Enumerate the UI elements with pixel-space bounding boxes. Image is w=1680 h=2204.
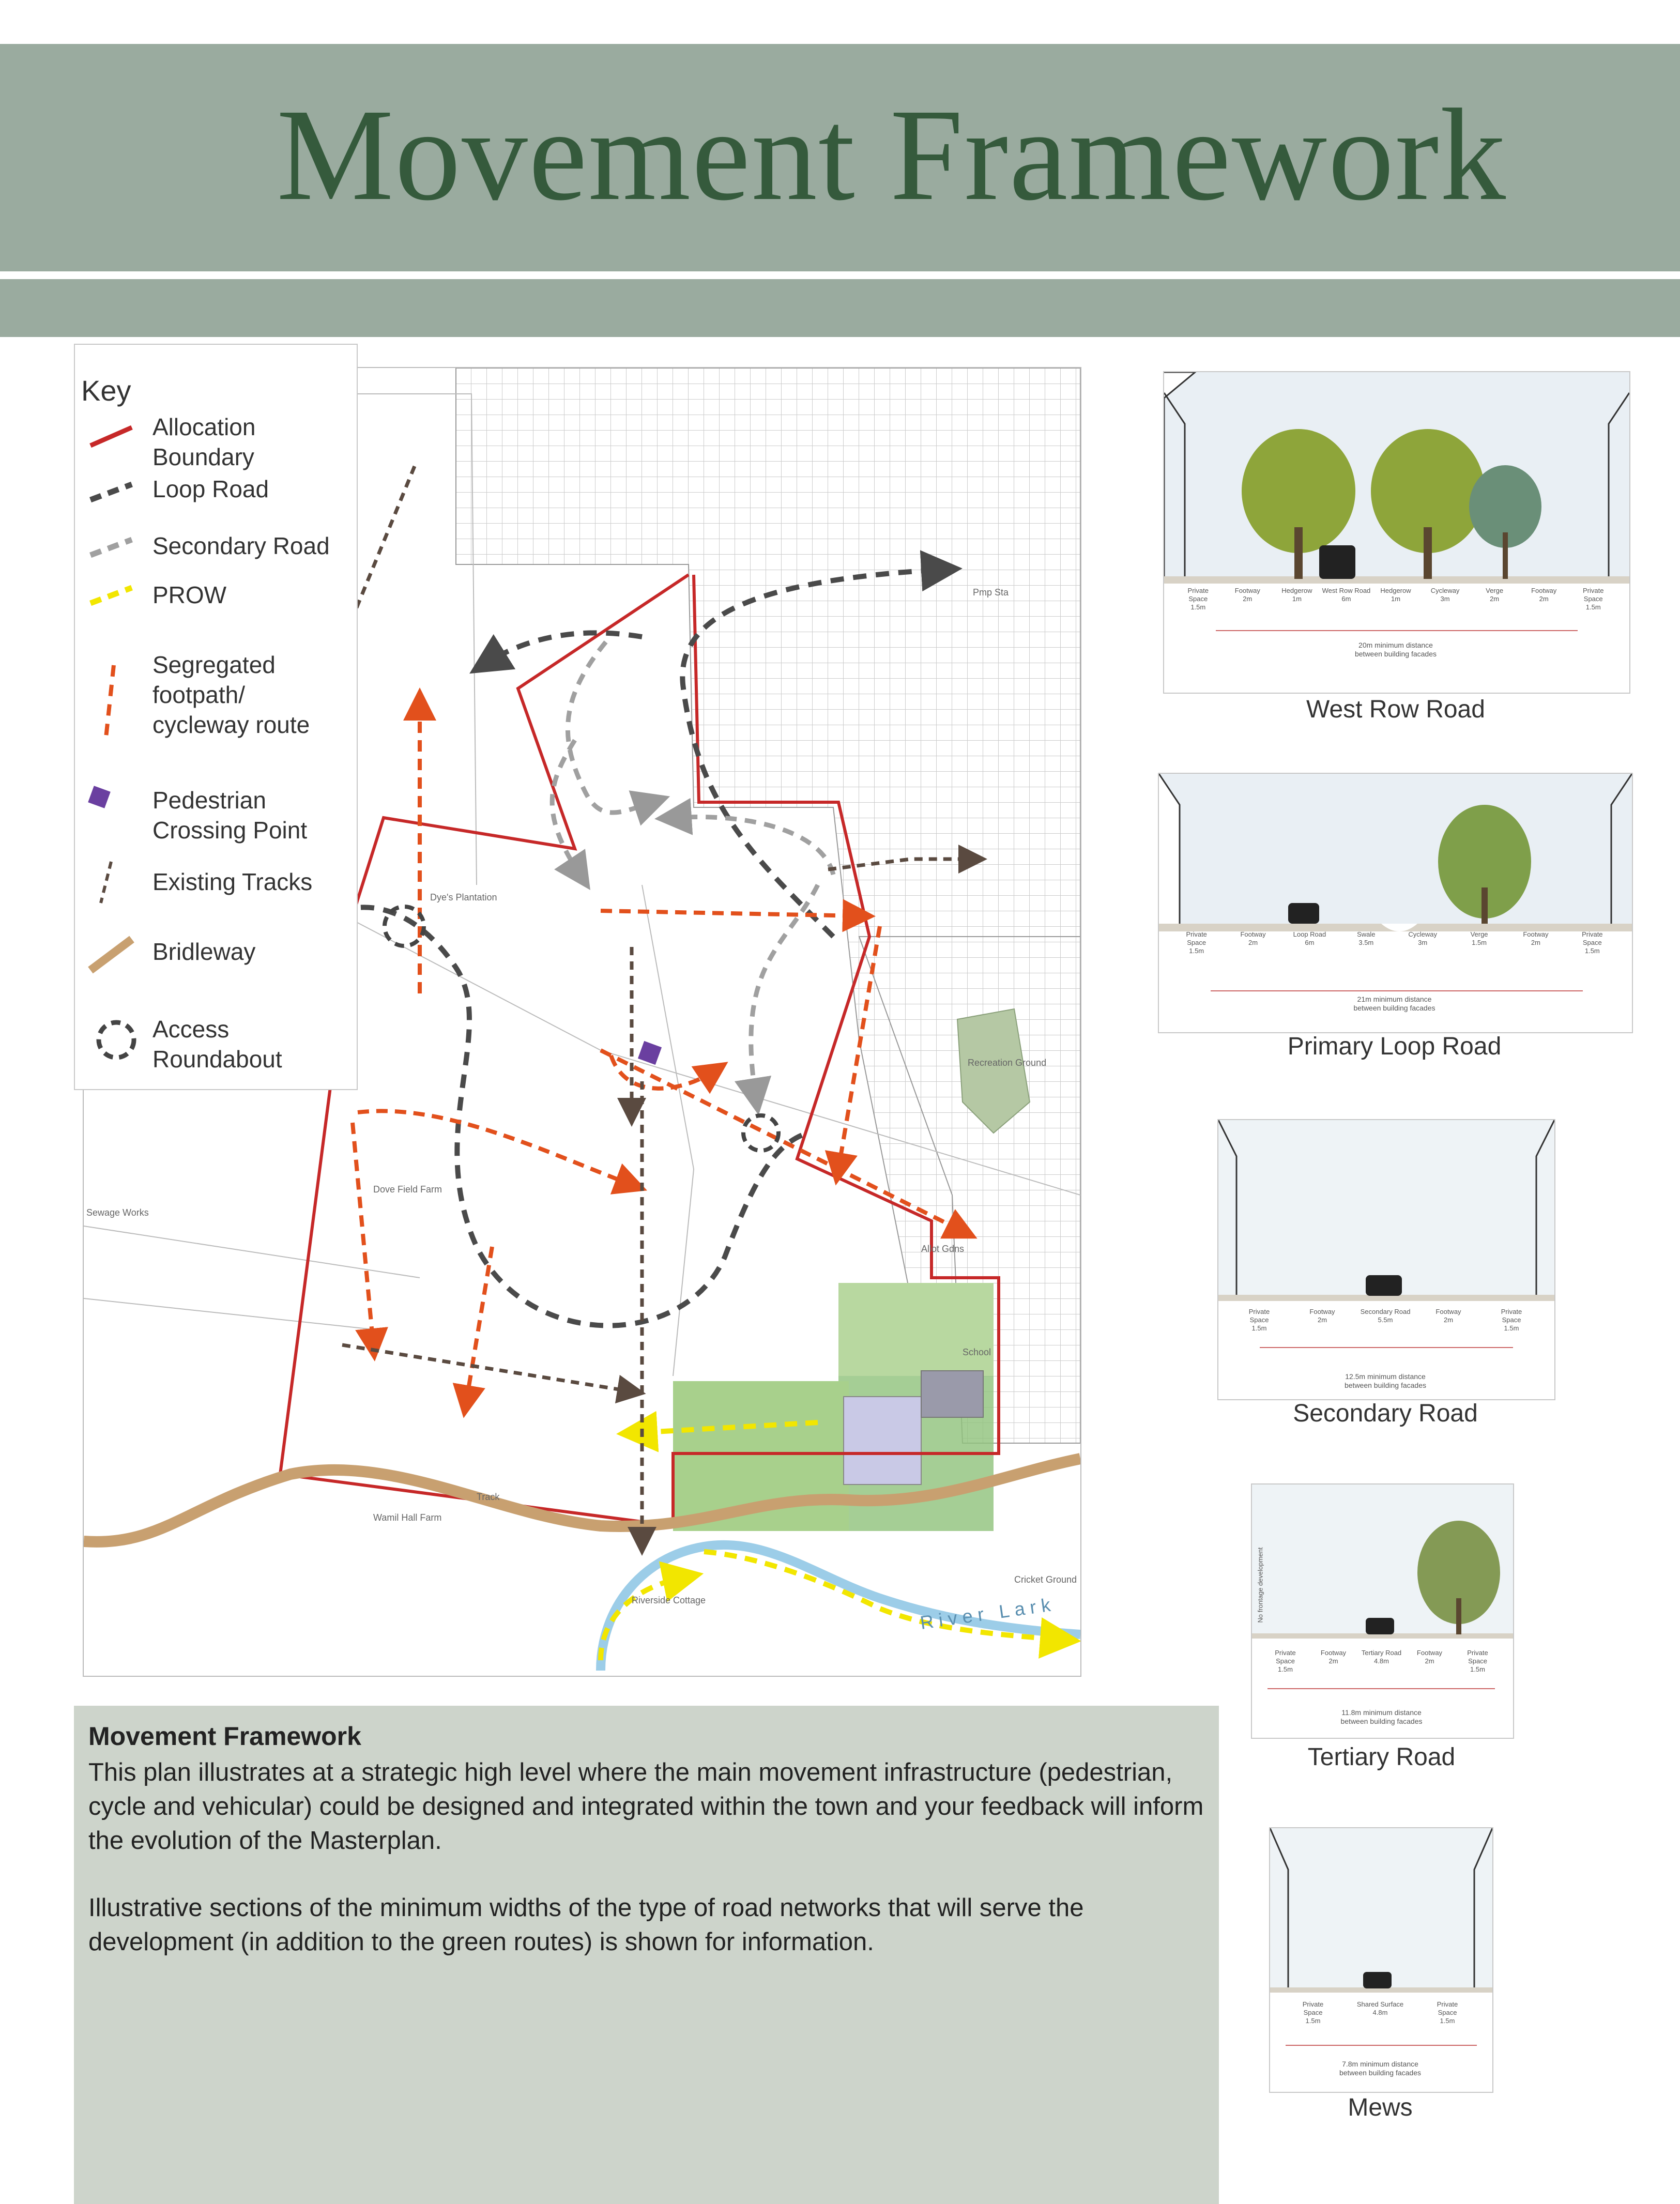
- section-dimension-label: [1308, 1649, 1360, 1665]
- label-cricket-ground: Cricket Ground: [1014, 1574, 1077, 1585]
- section-dimension-text: Private: [1187, 587, 1209, 594]
- section-dimension-label: [1340, 930, 1392, 947]
- tertiary-side-note: No frontage development: [1256, 1547, 1264, 1623]
- section-dimension-text: Footway: [1309, 1308, 1335, 1315]
- section-distance-text: between building facades: [1344, 1381, 1426, 1389]
- section-distance-note: [1158, 995, 1631, 1013]
- section-dimension-text: Private: [1467, 1649, 1488, 1657]
- label-wamil-hall-farm: Wamil Hall Farm: [373, 1512, 442, 1523]
- section-dimension-label: [1370, 587, 1422, 603]
- section-dimension-text: Space: [1276, 1657, 1295, 1665]
- section-dimension-text: 1.5m: [1190, 603, 1206, 611]
- section-tertiary-road: [1251, 1483, 1514, 1739]
- section-primary-loop-road: [1158, 773, 1633, 1033]
- section-dimension-text: 2m: [1531, 939, 1540, 946]
- section-distance-note: [1217, 1372, 1553, 1390]
- caption-tertiary-road: Tertiary Road: [1307, 1743, 1456, 1771]
- section-dimension-text: 1.5m: [1504, 1324, 1519, 1332]
- section-dimension-label: [1354, 2000, 1406, 2017]
- allocation-boundary-icon: [90, 427, 132, 446]
- section-dimension-text: Hedgerow: [1281, 587, 1312, 594]
- section-dimension-text: Space: [1438, 2009, 1457, 2016]
- label-pumping-station: Pmp Sta: [973, 587, 1009, 598]
- section-dimension-text: Private: [1186, 930, 1207, 938]
- section-mews-drawing: [1270, 1828, 1492, 2092]
- label-riverside-cottage: Riverside Cottage: [632, 1595, 706, 1605]
- label-school: School: [963, 1347, 991, 1357]
- section-dimension-text: Tertiary Road: [1361, 1649, 1402, 1657]
- section-dimension-text: Cycleway: [1408, 930, 1437, 938]
- section-dimension-text: 6m: [1341, 595, 1351, 603]
- section-dimension-text: Footway: [1240, 930, 1266, 938]
- section-dimension-label: [1469, 587, 1520, 603]
- existing-tracks-icon: [101, 862, 111, 903]
- section-dimension-text: Private: [1501, 1308, 1522, 1315]
- header-strip: [0, 279, 1680, 337]
- key-label-secondary-road: Secondary Road: [152, 532, 330, 559]
- key-label-pedestrian-crossing: Pedestrian Crossing Point: [152, 787, 308, 844]
- section-dimension-label: [1227, 930, 1279, 947]
- section-dimension-label: [1320, 587, 1372, 603]
- key-label-existing-tracks: Existing Tracks: [152, 868, 313, 895]
- section-dimension-text: 2m: [1243, 595, 1253, 603]
- section-primary-loop-road-drawing: [1159, 774, 1632, 1032]
- section-dimension-text: 2m: [1317, 1316, 1327, 1324]
- section-dimension-label: [1518, 587, 1570, 603]
- section-dimension-text: Space: [1582, 939, 1602, 946]
- section-dimension-text: 3m: [1418, 939, 1428, 946]
- label-dove-field-farm: Dove Field Farm: [373, 1184, 442, 1195]
- caption-secondary-road: Secondary Road: [1293, 1400, 1478, 1427]
- section-dimension-label: [1171, 930, 1223, 955]
- section-dimension-text: 1m: [1391, 595, 1401, 603]
- section-distance-text: 20m minimum distance: [1358, 641, 1433, 649]
- section-dimension-text: Private: [1275, 1649, 1296, 1657]
- section-dimension-text: Private: [1582, 587, 1604, 594]
- section-distance-text: 21m minimum distance: [1357, 995, 1432, 1003]
- label-recreation-ground: Recreation Ground: [968, 1058, 1047, 1068]
- section-dimension-text: Space: [1303, 2009, 1323, 2016]
- section-dimension-label: [1296, 1308, 1348, 1324]
- segregated-route-icon: [106, 665, 114, 738]
- section-mews: [1269, 1827, 1493, 2093]
- section-dimension-label: [1566, 930, 1618, 955]
- section-dimension-text: Footway: [1234, 587, 1260, 594]
- section-dimension-text: 3.5m: [1358, 939, 1374, 946]
- section-dimension-text: 1.5m: [1585, 603, 1601, 611]
- section-distance-text: 7.8m minimum distance: [1342, 2060, 1418, 2068]
- section-dimension-text: 2m: [1490, 595, 1500, 603]
- access-roundabout-icon: [99, 1022, 134, 1058]
- section-dimension-label: [1287, 2000, 1339, 2025]
- section-distance-text: between building facades: [1339, 2069, 1421, 2077]
- key-label-allocation-boundary: Allocation Boundary: [152, 414, 256, 470]
- secondary-road-icon: [90, 540, 132, 555]
- section-dimension-text: 6m: [1305, 939, 1315, 946]
- section-dimension-text: 1.5m: [1470, 1665, 1485, 1673]
- section-dimension-text: 2m: [1425, 1657, 1434, 1665]
- section-dimension-text: Hedgerow: [1380, 587, 1411, 594]
- description-heading: Movement Framework: [88, 1722, 361, 1751]
- description-panel: [74, 1706, 1219, 2204]
- prow-icon: [90, 588, 132, 603]
- label-track: Track: [477, 1492, 500, 1502]
- section-dimension-label: [1260, 1649, 1311, 1674]
- section-dimension-text: Private: [1582, 930, 1603, 938]
- label-river-lark: River Lark: [919, 1593, 1057, 1633]
- page-title: Movement Framework: [276, 82, 1507, 228]
- caption-primary-loop-road: Primary Loop Road: [1287, 1033, 1502, 1060]
- section-dimension-text: Space: [1583, 595, 1603, 603]
- section-dimension-label: [1454, 930, 1505, 947]
- section-distance-text: 11.8m minimum distance: [1341, 1708, 1422, 1717]
- section-secondary-road-drawing: [1218, 1120, 1554, 1399]
- section-dimension-label: [1404, 1649, 1456, 1665]
- section-dimension-label: [1360, 1308, 1411, 1324]
- section-dimension-text: 2m: [1539, 595, 1549, 603]
- section-dimension-text: Secondary Road: [1360, 1308, 1411, 1315]
- section-dimension-text: 2m: [1328, 1657, 1338, 1665]
- section-dimension-text: Private: [1248, 1308, 1270, 1315]
- section-dimension-text: 2m: [1443, 1316, 1454, 1324]
- section-distance-text: between building facades: [1353, 1004, 1435, 1012]
- section-dimension-text: Cycleway: [1430, 587, 1460, 594]
- map-key: [74, 344, 358, 1090]
- pedestrian-crossing-point: [638, 1041, 662, 1065]
- loop-road-icon: [90, 484, 132, 500]
- section-dimension-text: Space: [1249, 1316, 1269, 1324]
- loop-road-line: [301, 907, 807, 1325]
- section-dimension-text: 1.5m: [1472, 939, 1487, 946]
- key-heading: Key: [81, 374, 131, 407]
- section-dimension-text: 2m: [1248, 939, 1258, 946]
- section-dimension-label: [1284, 930, 1335, 947]
- description-paragraph-2: Illustrative sections of the minimum widths of the type of road networks that will serve the development (in addition to the green routes) is shown for information.: [88, 1894, 1084, 1956]
- label-allot-gdns: Allot Gdns: [921, 1244, 965, 1254]
- section-dimension-text: Shared Surface: [1356, 2000, 1404, 2008]
- section-dimension-label: [1419, 587, 1471, 603]
- section-dimension-label: [1452, 1649, 1504, 1674]
- section-dimension-text: 1m: [1292, 595, 1302, 603]
- section-dimension-label: [1567, 587, 1619, 611]
- section-dimension-label: [1510, 930, 1562, 947]
- section-dimension-text: Verge: [1486, 587, 1504, 594]
- section-dimension-text: 1.5m: [1305, 2017, 1321, 2025]
- caption-west-row-road: West Row Road: [1306, 696, 1485, 723]
- section-dimension-text: Space: [1187, 939, 1206, 946]
- section-distance-note: [1269, 2060, 1491, 2077]
- town-buildings: [456, 368, 1080, 1443]
- section-distance-text: 12.5m minimum distance: [1345, 1372, 1426, 1381]
- key-label-segregated: Segregated footpath/ cycleway route: [152, 651, 310, 738]
- section-dimension-label: [1271, 587, 1323, 603]
- section-dimension-text: 4.8m: [1374, 1657, 1389, 1665]
- section-dimension-label: [1423, 1308, 1474, 1324]
- caption-mews: Mews: [1348, 2094, 1413, 2121]
- section-dimension-text: Space: [1188, 595, 1208, 603]
- section-secondary-road: [1217, 1119, 1555, 1400]
- section-dimension-text: Footway: [1320, 1649, 1347, 1657]
- description-paragraph-1: This plan illustrates at a strategic high level where the main movement infrastructure (pedestrian, cycle and vehicular) could be designed and integrated within the town and your feedback will inform the evolution of the Masterplan.: [88, 1758, 1204, 1855]
- section-dimension-text: Space: [1468, 1657, 1487, 1665]
- key-label-loop-road: Loop Road: [152, 476, 269, 502]
- section-dimension-text: 1.5m: [1251, 1324, 1267, 1332]
- section-tertiary-road-drawing: [1252, 1484, 1513, 1738]
- section-distance-note: [1251, 1708, 1512, 1726]
- section-dimension-text: Loop Road: [1293, 930, 1326, 938]
- section-distance-text: between building facades: [1354, 650, 1437, 658]
- section-dimension-text: 1.5m: [1278, 1665, 1293, 1673]
- section-dimension-text: Footway: [1523, 930, 1549, 938]
- pedestrian-crossing-icon: [88, 786, 111, 808]
- section-dimension-label: [1221, 587, 1273, 603]
- section-dimension-text: Private: [1302, 2000, 1324, 2008]
- section-dimension-label: [1172, 587, 1224, 611]
- section-dimension-text: Verge: [1470, 930, 1488, 938]
- section-dimension-text: West Row Road: [1322, 587, 1371, 594]
- key-label-prow: PROW: [152, 581, 227, 608]
- section-dimension-text: Footway: [1531, 587, 1557, 594]
- section-dimension-text: Private: [1437, 2000, 1458, 2008]
- label-sewage-works: Sewage Works: [86, 1207, 149, 1218]
- section-dimension-text: Space: [1502, 1316, 1521, 1324]
- section-dimension-label: [1233, 1308, 1285, 1333]
- label-dyes-plantation: Dye's Plantation: [430, 892, 497, 902]
- access-roundabouts: [385, 907, 778, 1151]
- section-dimension-text: Swale: [1357, 930, 1376, 938]
- section-distance-text: between building facades: [1340, 1717, 1423, 1725]
- section-dimension-label: [1486, 1308, 1537, 1333]
- section-dimension-text: 4.8m: [1372, 2009, 1388, 2016]
- key-label-bridleway: Bridleway: [152, 938, 256, 965]
- section-dimension-text: 1.5m: [1440, 2017, 1455, 2025]
- key-symbols: [75, 345, 147, 1089]
- section-distance-note: [1163, 641, 1628, 659]
- section-dimension-text: 3m: [1440, 595, 1450, 603]
- section-dimension-label: [1356, 1649, 1408, 1665]
- section-dimension-text: 1.5m: [1189, 947, 1204, 955]
- section-dimension-text: Footway: [1416, 1649, 1443, 1657]
- bridleway-icon: [90, 939, 132, 970]
- key-label-access-roundabout: Access Roundabout: [152, 1016, 282, 1073]
- section-dimension-text: 5.5m: [1378, 1316, 1393, 1324]
- section-dimension-label: [1422, 2000, 1473, 2025]
- section-dimension-label: [1397, 930, 1448, 947]
- section-dimension-text: Footway: [1435, 1308, 1461, 1315]
- section-dimension-text: 1.5m: [1584, 947, 1600, 955]
